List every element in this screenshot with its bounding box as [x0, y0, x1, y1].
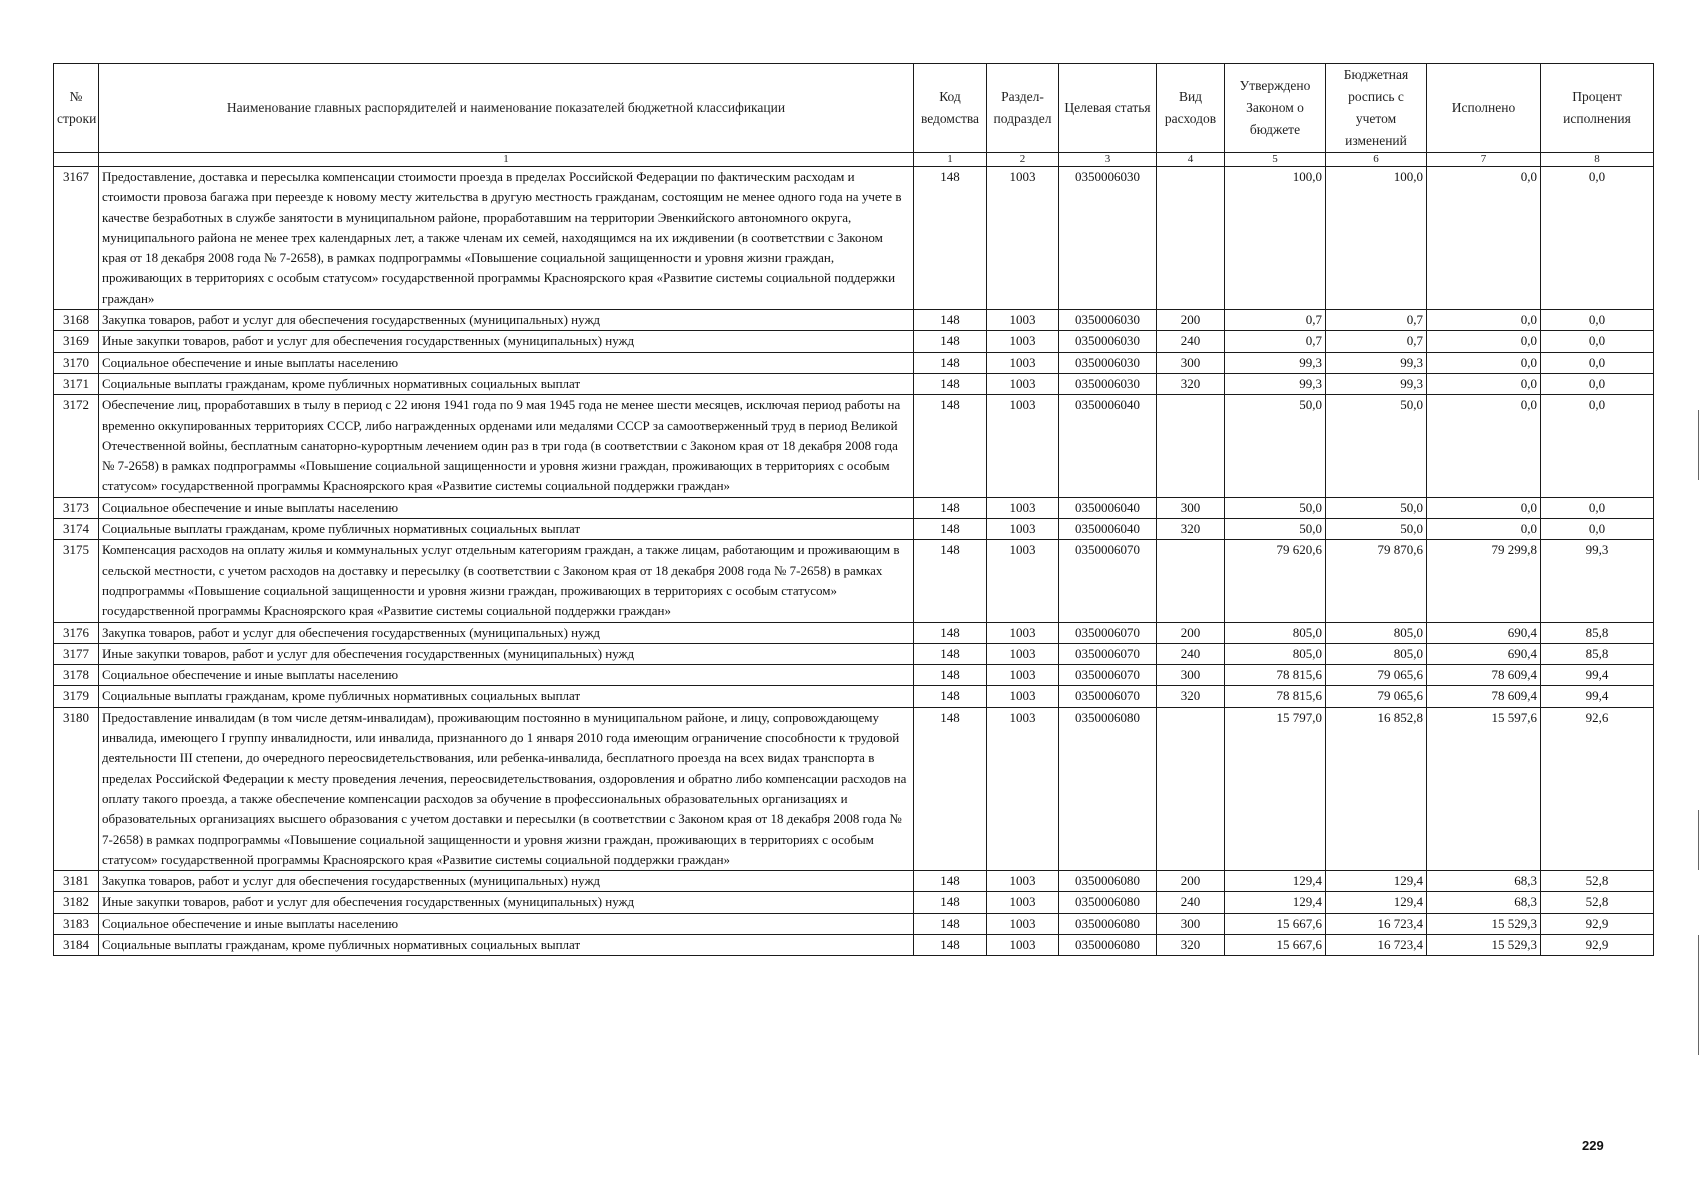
- row-name: Иные закупки товаров, работ и услуг для обеспечения государственных (муниципальных) нужд: [99, 643, 914, 664]
- row-number: 3180: [54, 707, 99, 870]
- row-section: 1003: [987, 331, 1059, 352]
- row-approved: 129,4: [1225, 871, 1326, 892]
- row-target-item: 0350006080: [1059, 871, 1157, 892]
- row-budget-list: 50,0: [1326, 519, 1427, 540]
- table-row: [54, 934, 1654, 955]
- header-approved: Утверждено Законом о бюджете: [1225, 64, 1326, 153]
- row-section: 1003: [987, 497, 1059, 518]
- row-executed: 0,0: [1427, 519, 1541, 540]
- row-dept-code: 148: [914, 934, 987, 955]
- row-section: 1003: [987, 934, 1059, 955]
- column-number-row: [54, 153, 1654, 167]
- row-dept-code: 148: [914, 167, 987, 310]
- row-expense-type: 240: [1157, 643, 1225, 664]
- table-row: [54, 519, 1654, 540]
- row-section: 1003: [987, 643, 1059, 664]
- row-approved: 50,0: [1225, 519, 1326, 540]
- row-approved: 78 815,6: [1225, 686, 1326, 707]
- row-executed: 78 609,4: [1427, 686, 1541, 707]
- row-expense-type: 320: [1157, 373, 1225, 394]
- row-name: Социальное обеспечение и иные выплаты населению: [99, 352, 914, 373]
- row-approved: 805,0: [1225, 643, 1326, 664]
- row-number: 3183: [54, 913, 99, 934]
- row-expense-type: 320: [1157, 934, 1225, 955]
- header-name: Наименование главных распорядителей и наименование показателей бюджетной классификации: [99, 64, 914, 153]
- row-target-item: 0350006040: [1059, 395, 1157, 497]
- row-name: Социальное обеспечение и иные выплаты населению: [99, 665, 914, 686]
- row-budget-list: 99,3: [1326, 352, 1427, 373]
- row-budget-list: 129,4: [1326, 892, 1427, 913]
- colnum-cell: [54, 153, 99, 167]
- row-name: Иные закупки товаров, работ и услуг для обеспечения государственных (муниципальных) нужд: [99, 331, 914, 352]
- row-name: Социальные выплаты гражданам, кроме публичных нормативных социальных выплат: [99, 686, 914, 707]
- row-percent: 99,4: [1541, 665, 1654, 686]
- row-name: Социальные выплаты гражданам, кроме публичных нормативных социальных выплат: [99, 934, 914, 955]
- row-number: 3177: [54, 643, 99, 664]
- row-executed: 0,0: [1427, 352, 1541, 373]
- row-approved: 50,0: [1225, 395, 1326, 497]
- header-target-item: Целевая статья: [1059, 64, 1157, 153]
- row-name: Социальные выплаты гражданам, кроме публичных нормативных социальных выплат: [99, 519, 914, 540]
- row-dept-code: 148: [914, 497, 987, 518]
- row-number: 3184: [54, 934, 99, 955]
- row-budget-list: 805,0: [1326, 622, 1427, 643]
- table-row: [54, 395, 1654, 497]
- row-target-item: 0350006080: [1059, 892, 1157, 913]
- row-section: 1003: [987, 310, 1059, 331]
- row-expense-type: [1157, 395, 1225, 497]
- row-approved: 805,0: [1225, 622, 1326, 643]
- header-executed: Исполнено: [1427, 64, 1541, 153]
- table-row: [54, 497, 1654, 518]
- table-row: [54, 686, 1654, 707]
- header-percent: Процент исполнения: [1541, 64, 1654, 153]
- row-target-item: 0350006080: [1059, 913, 1157, 934]
- row-target-item: 0350006070: [1059, 643, 1157, 664]
- row-dept-code: 148: [914, 622, 987, 643]
- row-percent: 52,8: [1541, 871, 1654, 892]
- table-row: [54, 167, 1654, 310]
- row-percent: 99,4: [1541, 686, 1654, 707]
- row-dept-code: 148: [914, 892, 987, 913]
- table-row: [54, 373, 1654, 394]
- row-name: Закупка товаров, работ и услуг для обеспечения государственных (муниципальных) нужд: [99, 871, 914, 892]
- row-expense-type: 200: [1157, 622, 1225, 643]
- row-budget-list: 79 870,6: [1326, 540, 1427, 622]
- header-expense-type: Вид расходов: [1157, 64, 1225, 153]
- colnum-cell: 4: [1157, 153, 1225, 167]
- row-target-item: 0350006030: [1059, 331, 1157, 352]
- row-executed: 15 597,6: [1427, 707, 1541, 870]
- row-target-item: 0350006080: [1059, 934, 1157, 955]
- row-executed: 690,4: [1427, 643, 1541, 664]
- row-number: 3174: [54, 519, 99, 540]
- table-row: [54, 310, 1654, 331]
- row-number: 3176: [54, 622, 99, 643]
- row-executed: 78 609,4: [1427, 665, 1541, 686]
- row-target-item: 0350006070: [1059, 665, 1157, 686]
- row-section: 1003: [987, 913, 1059, 934]
- budget-body: [54, 167, 1654, 956]
- row-dept-code: 148: [914, 871, 987, 892]
- row-expense-type: 200: [1157, 310, 1225, 331]
- row-name: Предоставление инвалидам (в том числе детям-инвалидам), проживающим постоянно в муниципальном районе, и лицу, сопровождающему инвалида, имеющего I группу инвалидности, или инвалида, признанного до 1 января 2010 года имеющим ограничение способности к трудовой деятельности III степени, до очередного переосвидетельствования, или ребенка-инвалида, бесплатного проезда на всех видах транспорта в пределах Российской Федерации к месту проведения лечения, переосвидетельствования, оздоровления и обратно либо компенсации расходов на оплату такого проезда, а также обеспечение компенсации расходов за обучение в профессиональных образовательных организациях и образовательных организациях высшего образования с учетом доставки и пересылки (в соответствии с Законом края от 18 декабря 2008 года № 7-2658) в рамках подпрограммы «Повышение социальной защищенности и уровня жизни граждан, проживающих в территориях с особым статусом» государственной программы Красноярского края «Развитие системы социальной поддержки граждан»: [99, 707, 914, 870]
- row-expense-type: 300: [1157, 352, 1225, 373]
- row-approved: 78 815,6: [1225, 665, 1326, 686]
- row-expense-type: 240: [1157, 331, 1225, 352]
- row-percent: 0,0: [1541, 497, 1654, 518]
- header-budget-list: Бюджетная роспись с учетом изменений: [1326, 64, 1427, 153]
- row-executed: 0,0: [1427, 310, 1541, 331]
- table-row: [54, 665, 1654, 686]
- row-section: 1003: [987, 871, 1059, 892]
- colnum-cell: 1: [99, 153, 914, 167]
- row-section: 1003: [987, 665, 1059, 686]
- row-approved: 0,7: [1225, 331, 1326, 352]
- row-section: 1003: [987, 686, 1059, 707]
- row-expense-type: 320: [1157, 686, 1225, 707]
- header-row: [54, 64, 1654, 153]
- row-approved: 129,4: [1225, 892, 1326, 913]
- row-dept-code: 148: [914, 665, 987, 686]
- scan-edge-marks: [1695, 0, 1705, 1200]
- table-row: [54, 871, 1654, 892]
- row-number: 3169: [54, 331, 99, 352]
- row-approved: 50,0: [1225, 497, 1326, 518]
- row-number: 3172: [54, 395, 99, 497]
- row-percent: 0,0: [1541, 519, 1654, 540]
- row-target-item: 0350006080: [1059, 707, 1157, 870]
- header-dept-code: Код ведомства: [914, 64, 987, 153]
- row-budget-list: 99,3: [1326, 373, 1427, 394]
- row-target-item: 0350006040: [1059, 497, 1157, 518]
- table-row: [54, 892, 1654, 913]
- colnum-cell: 3: [1059, 153, 1157, 167]
- row-budget-list: 50,0: [1326, 395, 1427, 497]
- row-expense-type: [1157, 167, 1225, 310]
- row-budget-list: 0,7: [1326, 310, 1427, 331]
- row-percent: 0,0: [1541, 373, 1654, 394]
- row-approved: 79 620,6: [1225, 540, 1326, 622]
- row-approved: 15 797,0: [1225, 707, 1326, 870]
- row-name: Закупка товаров, работ и услуг для обеспечения государственных (муниципальных) нужд: [99, 622, 914, 643]
- row-expense-type: 200: [1157, 871, 1225, 892]
- row-name: Социальные выплаты гражданам, кроме публичных нормативных социальных выплат: [99, 373, 914, 394]
- row-name: Компенсация расходов на оплату жилья и коммунальных услуг отдельным категориям граждан, а также лицам, работающим и проживающим в сельской местности, с учетом расходов на доставку и пересылку (в соответствии с Законом края от 18 декабря 2008 года № 7-2658) в рамках подпрограммы «Повышение социальной защищенности и уровня жизни граждан, проживающих в территориях с особым статусом» государственной программы Красноярского края «Развитие системы социальной поддержки граждан»: [99, 540, 914, 622]
- row-percent: 92,9: [1541, 913, 1654, 934]
- row-percent: 85,8: [1541, 643, 1654, 664]
- header-section: Раздел-подраздел: [987, 64, 1059, 153]
- table-row: [54, 643, 1654, 664]
- row-name: Обеспечение лиц, проработавших в тылу в период с 22 июня 1941 года по 9 мая 1945 года не менее шести месяцев, исключая период работы на временно оккупированных территориях СССР, либо награжденных орденами или медалями СССР за самоотверженный труд в период Великой Отечественной войны, бесплатным санаторно-курортным лечением один раз в три года (в соответствии с Законом края от 18 декабря 2008 года № 7-2658) в рамках подпрограммы «Повышение социальной защищенности и уровня жизни граждан, проживающих в территориях с особым статусом» государственной программы Красноярского края «Развитие системы социальной поддержки граждан»: [99, 395, 914, 497]
- row-target-item: 0350006040: [1059, 519, 1157, 540]
- row-section: 1003: [987, 519, 1059, 540]
- table-row: [54, 707, 1654, 870]
- row-executed: 0,0: [1427, 373, 1541, 394]
- row-approved: 15 667,6: [1225, 913, 1326, 934]
- row-number: 3175: [54, 540, 99, 622]
- row-expense-type: 240: [1157, 892, 1225, 913]
- row-number: 3171: [54, 373, 99, 394]
- row-budget-list: 16 723,4: [1326, 934, 1427, 955]
- row-name: Закупка товаров, работ и услуг для обеспечения государственных (муниципальных) нужд: [99, 310, 914, 331]
- budget-table: [53, 63, 1654, 956]
- row-budget-list: 79 065,6: [1326, 665, 1427, 686]
- row-section: 1003: [987, 707, 1059, 870]
- row-dept-code: 148: [914, 643, 987, 664]
- row-budget-list: 16 723,4: [1326, 913, 1427, 934]
- row-expense-type: 320: [1157, 519, 1225, 540]
- row-percent: 0,0: [1541, 331, 1654, 352]
- table-row: [54, 622, 1654, 643]
- row-section: 1003: [987, 352, 1059, 373]
- row-section: 1003: [987, 395, 1059, 497]
- table-row: [54, 540, 1654, 622]
- page-number: 229: [1582, 1138, 1604, 1153]
- row-dept-code: 148: [914, 331, 987, 352]
- row-percent: 0,0: [1541, 310, 1654, 331]
- colnum-cell: 2: [987, 153, 1059, 167]
- row-expense-type: [1157, 707, 1225, 870]
- row-dept-code: 148: [914, 540, 987, 622]
- row-dept-code: 148: [914, 519, 987, 540]
- row-expense-type: 300: [1157, 913, 1225, 934]
- row-section: 1003: [987, 892, 1059, 913]
- row-expense-type: 300: [1157, 497, 1225, 518]
- row-section: 1003: [987, 373, 1059, 394]
- row-dept-code: 148: [914, 686, 987, 707]
- row-dept-code: 148: [914, 310, 987, 331]
- row-percent: 0,0: [1541, 395, 1654, 497]
- row-dept-code: 148: [914, 352, 987, 373]
- row-section: 1003: [987, 540, 1059, 622]
- row-executed: 0,0: [1427, 497, 1541, 518]
- colnum-cell: 5: [1225, 153, 1326, 167]
- row-executed: 68,3: [1427, 892, 1541, 913]
- table-row: [54, 913, 1654, 934]
- row-percent: 92,9: [1541, 934, 1654, 955]
- row-approved: 100,0: [1225, 167, 1326, 310]
- row-executed: 0,0: [1427, 331, 1541, 352]
- row-expense-type: 300: [1157, 665, 1225, 686]
- row-expense-type: [1157, 540, 1225, 622]
- row-dept-code: 148: [914, 913, 987, 934]
- row-number: 3179: [54, 686, 99, 707]
- row-approved: 0,7: [1225, 310, 1326, 331]
- row-budget-list: 100,0: [1326, 167, 1427, 310]
- row-target-item: 0350006070: [1059, 686, 1157, 707]
- row-target-item: 0350006070: [1059, 622, 1157, 643]
- row-target-item: 0350006030: [1059, 373, 1157, 394]
- row-percent: 0,0: [1541, 167, 1654, 310]
- budget-sheet: [53, 63, 1653, 956]
- row-target-item: 0350006030: [1059, 352, 1157, 373]
- row-executed: 15 529,3: [1427, 913, 1541, 934]
- row-executed: 0,0: [1427, 167, 1541, 310]
- row-approved: 99,3: [1225, 373, 1326, 394]
- colnum-cell: 8: [1541, 153, 1654, 167]
- row-executed: 0,0: [1427, 395, 1541, 497]
- row-target-item: 0350006070: [1059, 540, 1157, 622]
- row-percent: 92,6: [1541, 707, 1654, 870]
- row-number: 3182: [54, 892, 99, 913]
- row-name: Социальное обеспечение и иные выплаты населению: [99, 497, 914, 518]
- row-number: 3168: [54, 310, 99, 331]
- row-approved: 99,3: [1225, 352, 1326, 373]
- row-target-item: 0350006030: [1059, 167, 1157, 310]
- row-executed: 68,3: [1427, 871, 1541, 892]
- row-budget-list: 16 852,8: [1326, 707, 1427, 870]
- row-section: 1003: [987, 167, 1059, 310]
- row-executed: 690,4: [1427, 622, 1541, 643]
- table-row: [54, 352, 1654, 373]
- row-number: 3170: [54, 352, 99, 373]
- row-executed: 15 529,3: [1427, 934, 1541, 955]
- row-dept-code: 148: [914, 707, 987, 870]
- colnum-cell: 7: [1427, 153, 1541, 167]
- row-number: 3178: [54, 665, 99, 686]
- row-budget-list: 805,0: [1326, 643, 1427, 664]
- table-row: [54, 331, 1654, 352]
- row-budget-list: 0,7: [1326, 331, 1427, 352]
- colnum-cell: 6: [1326, 153, 1427, 167]
- row-budget-list: 129,4: [1326, 871, 1427, 892]
- colnum-cell: 1: [914, 153, 987, 167]
- row-section: 1003: [987, 622, 1059, 643]
- row-number: 3181: [54, 871, 99, 892]
- row-name: Предоставление, доставка и пересылка компенсации стоимости проезда в пределах Российской Федерации по фактическим расходам и стоимости провоза багажа при переезде к новому месту жительства в другую местность гражданам, состоящим не менее одного года на учете в качестве безработных в службе занятости в муниципальном районе, проработавшим на территории Эвенкийского автономного округа, муниципального района не менее трех календарных лет, а также членам их семей, находящимся на их иждивении (в соответствии с Законом края от 18 декабря 2008 года № 7-2658), в рамках подпрограммы «Повышение социальной защищенности и уровня жизни граждан, проживающих в территориях с особым статусом» государственной программы Красноярского края «Развитие системы социальной поддержки граждан»: [99, 167, 914, 310]
- row-approved: 15 667,6: [1225, 934, 1326, 955]
- row-percent: 0,0: [1541, 352, 1654, 373]
- row-percent: 85,8: [1541, 622, 1654, 643]
- row-percent: 99,3: [1541, 540, 1654, 622]
- row-dept-code: 148: [914, 373, 987, 394]
- row-number: 3167: [54, 167, 99, 310]
- row-target-item: 0350006030: [1059, 310, 1157, 331]
- row-name: Социальное обеспечение и иные выплаты населению: [99, 913, 914, 934]
- row-number: 3173: [54, 497, 99, 518]
- row-executed: 79 299,8: [1427, 540, 1541, 622]
- row-dept-code: 148: [914, 395, 987, 497]
- header-row-no: № строки: [54, 64, 99, 153]
- row-budget-list: 79 065,6: [1326, 686, 1427, 707]
- row-percent: 52,8: [1541, 892, 1654, 913]
- row-budget-list: 50,0: [1326, 497, 1427, 518]
- row-name: Иные закупки товаров, работ и услуг для обеспечения государственных (муниципальных) нужд: [99, 892, 914, 913]
